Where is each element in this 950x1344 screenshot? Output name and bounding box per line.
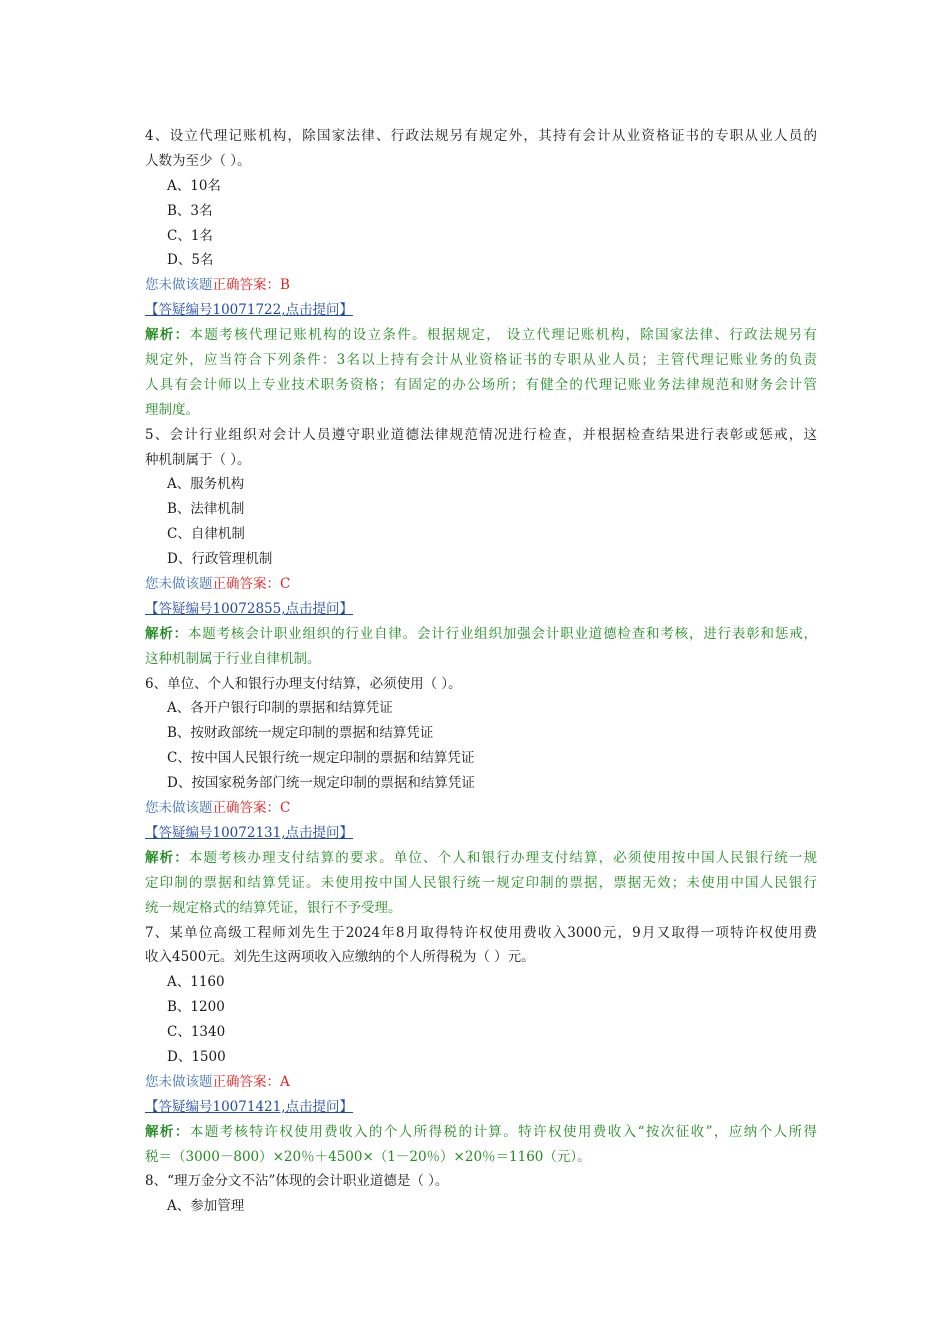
question-stem-line: 收入4500元。刘先生这两项收入应缴纳的个人所得税为（ ）元。: [145, 949, 535, 966]
answer-status-row: [145, 796, 817, 821]
analysis-line: [145, 647, 817, 672]
question-block: [145, 672, 817, 921]
correct-answer: 正确答案：C: [212, 800, 291, 817]
answer-option: D、行政管理机制: [167, 551, 273, 568]
faq-row: [145, 298, 817, 323]
question-block: [145, 423, 817, 672]
ask-question-link[interactable]: 【答疑编号10072855,点击提问】: [145, 600, 354, 617]
question-block: [145, 1169, 817, 1219]
answer-option: C、自律机制: [167, 526, 245, 543]
analysis-text: 定印制的票据和结算凭证。未使用按中国人民银行统一规定印制的票据，票据无效；未使用中国人民银行: [145, 874, 817, 891]
analysis-line: [145, 323, 817, 348]
analysis-text: 本题考核代理记账机构的设立条件。根据规定， 设立代理记账机构，除国家法律、行政法规另有: [189, 327, 817, 344]
not-answered-status: 您未做该题: [145, 277, 213, 294]
answer-status-row: [145, 572, 817, 597]
analysis-text: 规定外，应当符合下列条件：3名以上持有会计从业资格证书的专职从业人员；主管代理记账业务的负责: [145, 352, 817, 369]
answer-option: D、按国家税务部门统一规定印制的票据和结算凭证: [167, 775, 475, 792]
answer-option: A、参加管理: [167, 1198, 245, 1215]
question-stem-line: 7、某单位高级工程师刘先生于2024年8月取得特许权使用费收入3000元，9月又取得一项特许权使用费: [145, 924, 817, 941]
question-block: [145, 124, 817, 423]
analysis-line: [145, 1145, 817, 1170]
answer-option: D、5名: [167, 252, 214, 269]
answer-option: B、按财政部统一规定印制的票据和结算凭证: [167, 725, 434, 742]
analysis-line: [145, 348, 817, 373]
ask-question-link[interactable]: 【答疑编号10072131,点击提问】: [145, 824, 354, 841]
correct-answer: 正确答案：A: [212, 1073, 290, 1090]
answer-option: B、3名: [167, 202, 213, 219]
answer-option: A、10名: [167, 177, 221, 194]
answer-option: B、1200: [167, 999, 225, 1016]
question-block: [145, 921, 817, 1170]
not-answered-status: 您未做该题: [145, 576, 213, 593]
analysis-text: 本题考核特许权使用费收入的个人所得税的计算。特许权使用费收入“按次征收”，应纳个人所得: [189, 1123, 817, 1140]
analysis-text: 统一规定格式的结算凭证，银行不予受理。: [145, 899, 402, 916]
analysis-label: 解析：: [145, 849, 189, 866]
question-stem-line: 4、设立代理记账机构，除国家法律、行政法规另有规定外，其持有会计从业资格证书的专职从业人员的: [145, 128, 817, 144]
analysis-text: 本题考核会计职业组织的行业自律。会计行业组织加强会计职业道德检查和考核，进行表彰和惩戒，: [187, 625, 818, 642]
answer-option: A、服务机构: [167, 476, 245, 493]
analysis-text: 人具有会计师以上专业技术职务资格；有固定的办公场所；有健全的代理记账业务法律规范和财务会计管: [145, 376, 817, 393]
analysis-line: [145, 373, 817, 398]
analysis-label: 解析：: [145, 327, 190, 344]
analysis-line: [145, 622, 817, 647]
question-document: [145, 124, 817, 1219]
answer-option: A、各开户银行印制的票据和结算凭证: [167, 700, 393, 717]
answer-option: C、1340: [167, 1024, 226, 1041]
correct-answer: 正确答案：C: [212, 576, 291, 593]
answer-status-row: [145, 1070, 817, 1095]
not-answered-status: 您未做该题: [145, 1073, 213, 1090]
analysis-text: 理制度。: [145, 401, 199, 418]
analysis-line: [145, 398, 817, 423]
analysis-line: [145, 871, 817, 896]
analysis-line: [145, 846, 817, 871]
answer-option: D、1500: [167, 1048, 226, 1065]
ask-question-link[interactable]: 【答疑编号10071722,点击提问】: [145, 302, 354, 319]
question-stem-line: 5、会计行业组织对会计人员遵守职业道德法律规范情况进行检查，并根据检查结果进行表彰或惩戒，这: [145, 426, 817, 443]
question-stem-line: 6、单位、个人和银行办理支付结算，必须使用（ ）。: [145, 675, 462, 692]
analysis-text: 本题考核办理支付结算的要求。单位、个人和银行办理支付结算，必须使用按中国人民银行统一规: [188, 849, 818, 866]
faq-row: [145, 597, 817, 622]
analysis-label: 解析：: [145, 1123, 190, 1140]
faq-row: [145, 821, 817, 846]
answer-status-row: [145, 273, 817, 298]
analysis-line: [145, 1120, 817, 1145]
ask-question-link[interactable]: 【答疑编号10071421,点击提问】: [145, 1098, 354, 1115]
answer-option: C、1名: [167, 227, 213, 244]
question-stem-line: 种机制属于（ ）。: [145, 451, 251, 468]
answer-option: C、按中国人民银行统一规定印制的票据和结算凭证: [167, 750, 475, 767]
analysis-label: 解析：: [145, 625, 188, 642]
question-stem-line: 人数为至少（ ）。: [145, 152, 251, 169]
analysis-text: 税＝（3000－800）×20％＋4500×（1－20％）×20％＝1160（元）。: [145, 1148, 591, 1165]
analysis-text: 这种机制属于行业自律机制。: [145, 650, 321, 667]
answer-option: A、1160: [167, 974, 225, 991]
analysis-line: [145, 896, 817, 921]
correct-answer: 正确答案：B: [212, 277, 290, 294]
answer-option: B、法律机制: [167, 501, 245, 518]
faq-row: [145, 1095, 817, 1120]
question-stem-line: 8、“理万金分文不沾”体现的会计职业道德是（ ）。: [145, 1173, 449, 1190]
not-answered-status: 您未做该题: [145, 800, 213, 817]
